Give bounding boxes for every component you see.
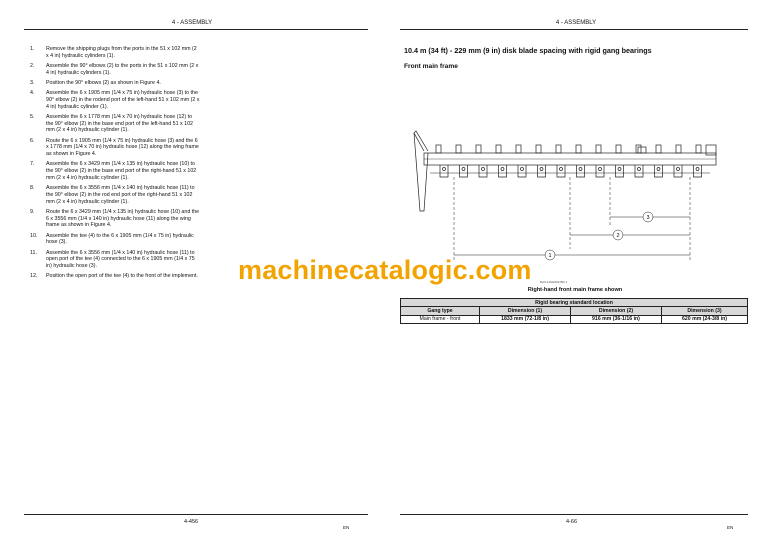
bracket-plate: [636, 145, 641, 153]
gang-shank: [538, 165, 546, 177]
step-number: 7.: [30, 161, 35, 168]
gang-shank: [596, 165, 604, 177]
bracket-plate: [556, 145, 561, 153]
bearing-location-table: [400, 298, 748, 324]
callout-label-3: 3: [646, 215, 650, 221]
step-text: Route the 6 x 3429 mm (1/4 x 135 in) hydraulic hose (10) and the 6 x 3556 mm (1/4 x 140 in) hydraulic hose (11) along the wing frame as shown in Figure 4.: [46, 208, 200, 229]
language-code: EN: [343, 525, 350, 530]
cell-dimension-3: 620 mm (24-3/8 in): [661, 315, 747, 323]
bracket-plate: [536, 145, 541, 153]
hitch-tab: [414, 131, 428, 151]
step-number: 3.: [30, 80, 35, 86]
step-text: Assemble the 90° elbows (2) to the ports in the 51 x 102 mm (2 x 4 in) hydraulic cylinders (1).: [46, 63, 199, 76]
figure-code: RAIL14GE0037BA 1: [540, 280, 568, 284]
gang-shank: [499, 165, 507, 177]
bolt: [618, 168, 621, 171]
bracket-plate: [576, 145, 581, 153]
step-number: 9.: [30, 208, 35, 215]
bolt: [560, 168, 563, 171]
bracket-plate: [676, 145, 681, 153]
step-number: 11.: [30, 249, 37, 256]
bracket-plate: [456, 145, 461, 153]
step-text: Position the open port of the tee (4) to the front of the implement.: [46, 273, 198, 280]
assembly-step: [30, 138, 200, 158]
step-text: Route the 6 x 1905 mm (1/4 x 75 in) hydraulic hose (3) and the 6 x 1778 mm (1/4 x 70 in) hydraulic hose (12) along the wing frame as shown in Figure 4.: [46, 137, 199, 158]
assembly-steps: [30, 46, 200, 284]
step-text: Assemble the 6 x 3556 mm (1/4 x 140 in) hydraulic hose (11) to the 90° elbow (2) in the rod end port of the right-hand 51 x 102 mm (2 x 4 in) hydraulic cylinder (1).: [46, 185, 195, 205]
gang-shank: [479, 165, 487, 177]
cell-gang-type: Main frame - front: [401, 315, 480, 323]
subsection-title: Front main frame: [404, 63, 458, 70]
bolt: [521, 168, 524, 171]
bracket-plate: [516, 145, 521, 153]
bearing-block: [638, 147, 646, 153]
cell-dimension-2: 916 mm (36-1/16 in): [571, 315, 662, 323]
bracket-plate: [616, 145, 621, 153]
bracket-plate: [696, 145, 701, 153]
bolt: [677, 168, 680, 171]
col-header-dimension-2: Dimension (2): [571, 307, 662, 315]
step-text: Assemble the 6 x 3429 mm (1/4 x 135 in) hydraulic hose (10) to the 90° elbow (2) in the base end port of the right-hand 51 x 102 mm (2 x 4 in) hydraulic cylinder (1).: [46, 161, 197, 181]
gang-shank: [440, 165, 448, 177]
assembly-step: [30, 90, 200, 110]
assembly-step: [30, 114, 200, 134]
cell-dimension-1: 1833 mm (72-1/8 in): [480, 315, 571, 323]
figure-caption: Right-hand front main frame shown: [527, 287, 623, 293]
bracket-plate: [596, 145, 601, 153]
step-number: 1.: [30, 46, 35, 52]
gang-shank: [577, 165, 585, 177]
bolt: [638, 168, 641, 171]
col-header-gang-type: Gang type: [401, 307, 480, 315]
assembly-step: [30, 209, 200, 229]
gang-shank: [518, 165, 526, 177]
page-number: 4-66: [566, 519, 578, 525]
bolt: [443, 168, 446, 171]
gang-shank: [557, 165, 565, 177]
assembly-step: [30, 250, 200, 270]
step-number: 10.: [30, 232, 38, 239]
language-code: EN: [727, 525, 734, 530]
step-text: Assemble the tee (4) to the 6 x 1905 mm (1/4 x 75 in) hydraulic hose (3).: [46, 232, 194, 246]
bolt: [579, 168, 582, 171]
page-number: 4-456: [184, 519, 199, 525]
step-text: Assemble the 6 x 1778 mm (1/4 x 70 in) hydraulic hose (12) to the 90° elbow (2) in the base end port of the left-hand 51 x 102 mm (2 x 4 in) hydraulic cylinder (1).: [46, 114, 193, 134]
table-caption: Rigid bearing standard location: [401, 299, 748, 307]
section-title: 10.4 m (34 ft) - 229 mm (9 in) disk blade spacing with rigid gang bearings: [404, 46, 652, 55]
gang-shank: [635, 165, 643, 177]
page-header: 4 - ASSEMBLY: [171, 20, 213, 26]
bracket-plate: [496, 145, 501, 153]
step-text: Assemble the 6 x 1905 mm (1/4 x 75 in) hydraulic hose (3) to the 90° elbow (2) in the rodend port of the left-hand 51 x 102 mm (2 x 4 in) hydraulic cylinder (1).: [46, 90, 200, 110]
gang-shank: [655, 165, 663, 177]
bracket-plate: [656, 145, 661, 153]
bracket-plate: [436, 145, 441, 153]
hitch-arm: [414, 133, 428, 211]
bolt: [696, 168, 699, 171]
gang-shank: [674, 165, 682, 177]
step-number: 4.: [30, 90, 35, 97]
step-number: 8.: [30, 185, 35, 192]
bolt: [657, 168, 660, 171]
page-header: 4 - ASSEMBLY: [555, 20, 597, 26]
callout-label-1: 1: [548, 253, 552, 259]
assembly-step: [30, 63, 200, 76]
assembly-step: [30, 80, 200, 87]
gang-shank: [694, 165, 702, 177]
col-header-dimension-1: Dimension (1): [480, 307, 571, 315]
bolt: [462, 168, 465, 171]
step-text: Assemble the 6 x 3556 mm (1/4 x 140 in) hydraulic hose (11) to open port of the tee (4) connected to the 6 x 1905 mm (1/4 x 75 in) hydraulic hose (3).: [46, 249, 195, 269]
bolt: [501, 168, 504, 171]
step-text: Position the 90° elbows (2) as shown in Figure 4.: [46, 80, 161, 86]
callout-label-2: 2: [616, 233, 620, 239]
end-tab: [706, 145, 716, 155]
footer-rule: [24, 514, 368, 515]
watermark: machinecatalogic.com: [238, 255, 532, 285]
header-rule: [400, 29, 748, 30]
gang-shank: [616, 165, 624, 177]
table-row: [401, 315, 748, 323]
bolt: [540, 168, 543, 171]
bolt: [482, 168, 485, 171]
footer-rule: [400, 514, 748, 515]
step-number: 6.: [30, 137, 35, 144]
assembly-step: [30, 273, 200, 280]
assembly-step: [30, 233, 200, 246]
gang-shank: [460, 165, 468, 177]
assembly-step: [30, 185, 200, 205]
step-text: Remove the shipping plugs from the ports in the 51 x 102 mm (2 x 4 in) hydraulic cylinders (1).: [46, 46, 197, 59]
step-number: 5.: [30, 114, 35, 120]
step-number: 12.: [30, 273, 38, 280]
step-number: 2.: [30, 63, 35, 69]
header-rule: [24, 29, 368, 30]
bolt: [599, 168, 602, 171]
assembly-step: [30, 46, 200, 59]
assembly-step: [30, 161, 200, 181]
bracket-plate: [476, 145, 481, 153]
col-header-dimension-3: Dimension (3): [661, 307, 747, 315]
